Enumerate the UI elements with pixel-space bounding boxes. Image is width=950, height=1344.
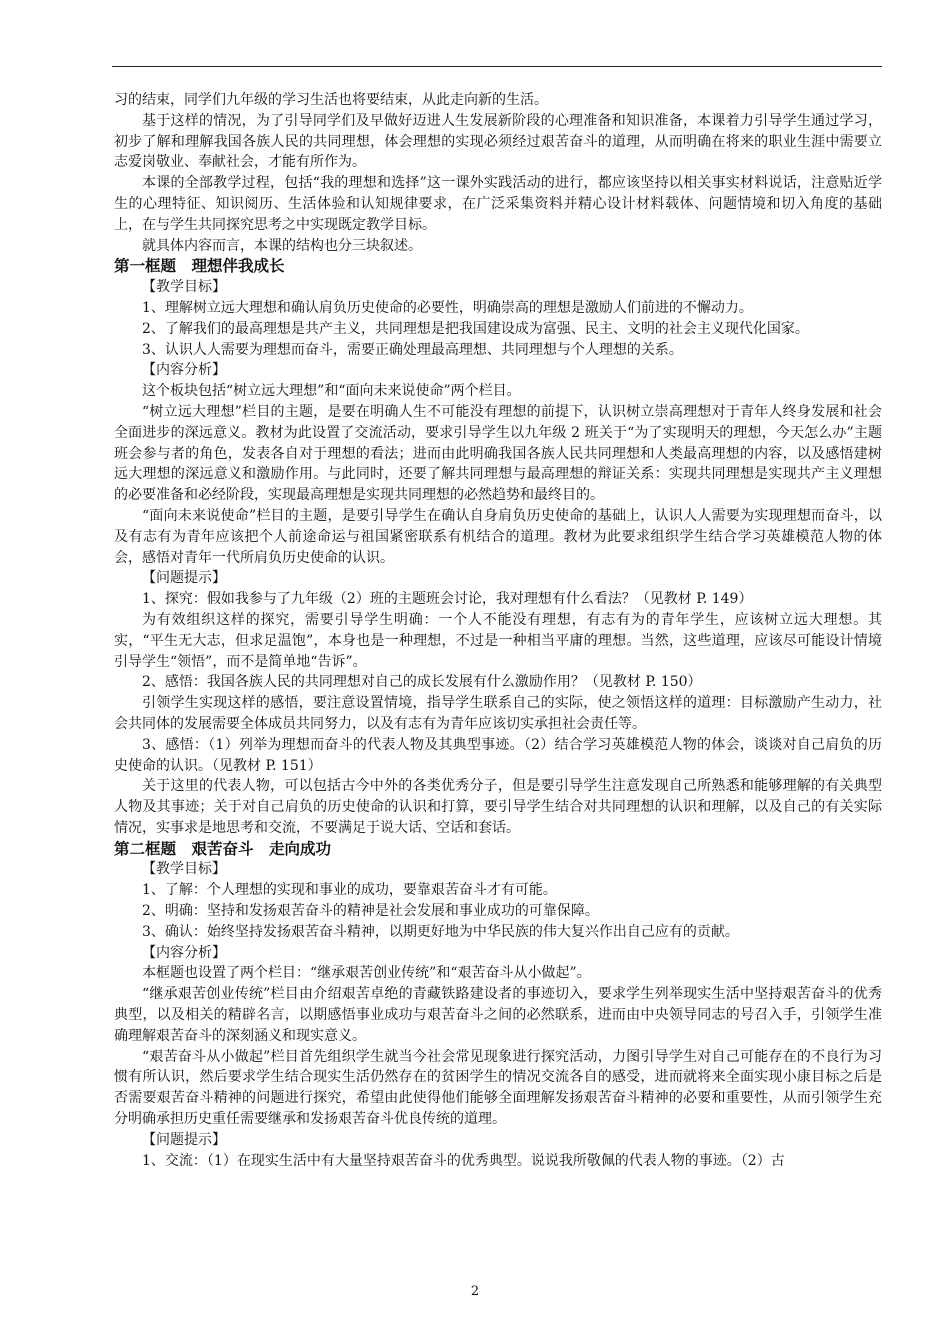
section-2-title: 第二框题 艰苦奋斗 走向成功 — [114, 839, 332, 858]
section-2-analysis: “艰苦奋斗从小做起”栏目首先组织学生就当今社会常见现象进行探究活动，力图引导学生对自己可能存在的不良行为习惯有所认识，然后要求学生结合现实生活仍然存在的贫困学生的情况交流各自的感受，进而就将来全面实现小康目标之后是否需要艰苦奋斗精神的问题进行探究，希望由此使得他们能够全面理解发扬艰苦奋斗精神的必要和重要性，从而引领学生充分明确承担历史重任需要继承和发扬艰苦奋斗优良传统的道理。 — [114, 1048, 882, 1128]
section-2-analysis: “继承艰苦创业传统”栏目由介绍艰苦卓绝的青藏铁路建设者的事迹切入，要求学生列举现实生活中坚持艰苦奋斗的优秀典型，以及相关的精辟名言，以期感悟事业成功与艰苦奋斗之间的必然联系，进而由中央领导同志的号召入手，引领学生准确理解艰苦奋斗的深刻涵义和现实意义。 — [114, 986, 882, 1044]
section-1-analysis: 这个板块包括“树立远大理想”和“面向未来说使命”两个栏目。 — [142, 383, 521, 400]
section-1-tip: 引领学生实现这样的感悟，要注意设置情境，指导学生联系自己的实际，使之领悟这样的道理：目标激励产生动力，社会共同体的发展需要全体成员共同努力，以及有志有为青年应该切实承担社会责任等。 — [114, 695, 882, 732]
section-2-tips-label: 【问题提示】 — [142, 1131, 226, 1148]
section-1-tip: 关于这里的代表人物，可以包括古今中外的各类优秀分子，但是要引导学生注意发现自己所熟悉和能够理解的有关典型人物及其事迹；关于对自己肩负的历史使命的认识和打算，要引导学生结合对共同理想的认识和理解，以及自己的有关实际情况，实事求是地思考和交流，不要满足于说大话、空话和套话。 — [114, 778, 882, 836]
intro-paragraph: 就具体内容而言，本课的结构也分三块叙述。 — [142, 237, 422, 254]
intro-paragraph: 习的结束，同学们九年级的学习生活也将要结束，从此走向新的生活。 — [114, 92, 548, 108]
section-1-goal: 1、理解树立远大理想和确认肩负历史使命的必要性，明确崇高的理想是激励人们前进的不懈动力。 — [142, 299, 753, 316]
section-1-tip: 3、感悟：（1）列举为理想而奋斗的代表人物及其典型事迹。（2）结合学习英雄模范人物的体会，谈谈对自己肩负的历史使命的认识。（见教材 P. 151） — [114, 736, 882, 774]
section-2-goal: 1、了解：个人理想的实现和事业的成功，要靠艰苦奋斗才有可能。 — [142, 882, 557, 899]
section-1-analysis-label: 【内容分析】 — [142, 362, 226, 379]
section-1-analysis: “树立远大理想”栏目的主题，是要在明确人生不可能没有理想的前提下，认识树立崇高理想对于青年人终身发展和社会全面进步的深远意义。教材为此设置了交流活动，要求引导学生以九年级 2 班关于“为了实现明天的理想，今天怎么办”主题班会参与者的角色，发表各自对于理想的看法；进而由此明确我国各族人民共同理想和人类最高理想的内容，以及感悟建树远大理想的深远意义和激励作用。与此同时，还要了解共同理想与最高理想的辩证关系：实现共同理想是实现共产主义理想的必要准备和必经阶段，实现最高理想是实现共同理想的必然趋势和最终目的。 — [114, 403, 882, 504]
section-1-goal: 2、了解我们的最高理想是共产主义，共同理想是把我国建设成为富强、民主、文明的社会主义现代化国家。 — [142, 320, 809, 337]
header-rule — [112, 66, 882, 67]
page-content — [114, 90, 882, 1171]
section-2-tip: 1、交流：（1）在现实生活中有大量坚持艰苦奋斗的优秀典型。说说我所敬佩的代表人物的事迹。（2）古 — [142, 1152, 785, 1169]
section-2-analysis-label: 【内容分析】 — [142, 944, 226, 961]
intro-paragraph: 基于这样的情况，为了引导同学们及早做好迈进人生发展新阶段的心理准备和知识准备，本课着力引导学生通过学习，初步了解和理解我国各族人民的共同理想，体会理想的实现必须经过艰苦奋斗的道理，从而明确在将来的职业生涯中需要立志爱岗敬业、奉献社会，才能有所作为。 — [114, 112, 882, 171]
section-2-goals-label: 【教学目标】 — [142, 861, 226, 878]
intro-paragraph: 本课的全部教学过程，包括“我的理想和选择”这一课外实践活动的进行，都应该坚持以相关事实材料说话，注意贴近学生的心理特征、知识阅历、生活体验和认知规律要求，在广泛采集资料并精心设计材料载体、问题情境和切入角度的基础上，在与学生共同探究思考之中实现既定教学目标。 — [114, 175, 882, 233]
section-1-title: 第一框题 理想伴我成长 — [114, 257, 285, 276]
section-1-tip: 2、感悟：我国各族人民的共同理想对自己的成长发展有什么激励作用？（见教材 P. 150） — [142, 674, 702, 691]
section-1-goal: 3、认识人人需要为理想而奋斗，需要正确处理最高理想、共同理想与个人理想的关系。 — [142, 341, 683, 358]
section-2-goal: 2、明确：坚持和发扬艰苦奋斗的精神是社会发展和事业成功的可靠保障。 — [142, 903, 599, 920]
section-1-tip: 1、探究：假如我参与了九年级（2）班的主题班会讨论，我对理想有什么看法？（见教材 P. 149） — [142, 591, 753, 608]
page-number: 2 — [470, 1284, 480, 1299]
section-2-analysis: 本框题也设置了两个栏目：“继承艰苦创业传统”和“艰苦奋斗从小做起”。 — [142, 965, 591, 982]
section-1-analysis: “面向未来说使命”栏目的主题，是要引导学生在确认自身肩负历史使命的基础上，认识人人需要为实现理想而奋斗，以及有志有为青年应该把个人前途命运与祖国紧密联系有机结合的道理。教材为此要求组织学生结合学习英雄模范人物的体会，感悟对青年一代所肩负历史使命的认识。 — [114, 507, 882, 566]
section-1-goals-label: 【教学目标】 — [142, 279, 226, 296]
section-2-goal: 3、确认：始终坚持发扬艰苦奋斗精神，以期更好地为中华民族的伟大复兴作出自己应有的贡献。 — [142, 923, 739, 940]
section-1-tip: 为有效组织这样的探究，需要引导学生明确：一个人不能没有理想，有志有为的青年学生，应该树立远大理想。其实，“平生无大志，但求足温饱”，本身也是一种理想，不过是一种相当平庸的理想。当然，这些道理，应该尽可能设计情境引导学生“领悟”，而不是简单地“告诉”。 — [114, 611, 882, 670]
section-1-tips-label: 【问题提示】 — [142, 570, 226, 587]
